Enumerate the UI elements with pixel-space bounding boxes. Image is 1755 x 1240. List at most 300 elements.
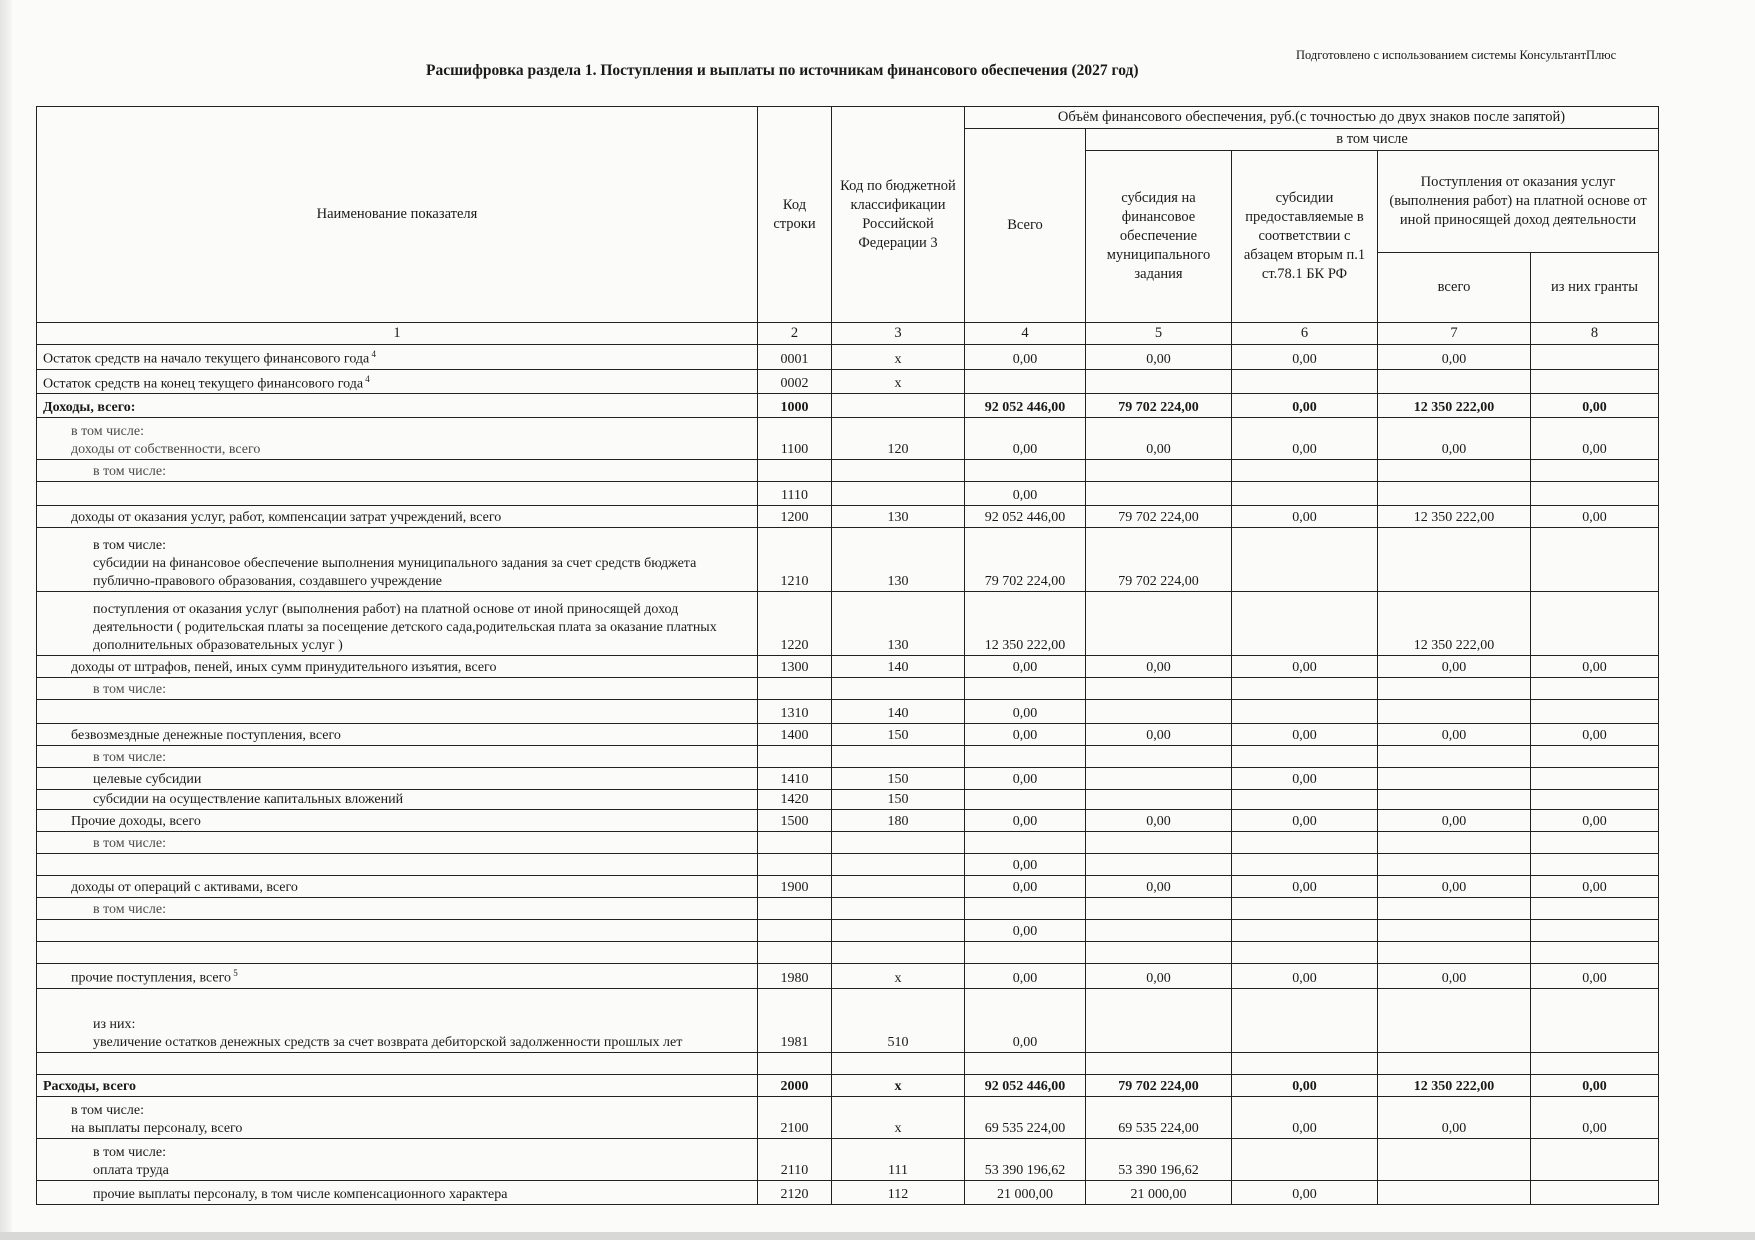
row-name	[37, 988, 758, 1052]
value-subsidy-municipal: 21 000,00	[1086, 1180, 1232, 1204]
value-subsidy-78-1	[1232, 528, 1378, 592]
value-paid-grants	[1531, 988, 1659, 1052]
value-paid-grants: 0,00	[1531, 656, 1659, 678]
value-subsidy-municipal	[1086, 988, 1232, 1052]
table-row	[37, 369, 1659, 394]
col-number: 4	[965, 323, 1086, 345]
row-name-line: на выплаты персоналу, всего	[71, 1120, 243, 1136]
value-subsidy-municipal	[1086, 854, 1232, 876]
value-paid-grants: 0,00	[1531, 876, 1659, 898]
row-name-line: субсидии на осуществление капитальных вложений	[93, 792, 404, 808]
row-name	[37, 898, 758, 920]
value-paid-grants	[1531, 345, 1659, 370]
header-volume-group: Объём финансового обеспечения, руб.(с точностью до двух знаков после запятой)	[965, 107, 1659, 129]
value-total: 69 535 224,00	[965, 1096, 1086, 1138]
header-including: в том числе	[1086, 129, 1659, 151]
value-paid-total	[1378, 1180, 1531, 1204]
table-body	[37, 345, 1659, 1205]
row-kbk	[832, 898, 965, 920]
value-paid-total	[1378, 920, 1531, 942]
value-paid-total: 0,00	[1378, 418, 1531, 460]
row-name	[37, 700, 758, 724]
value-subsidy-78-1	[1232, 854, 1378, 876]
row-name	[37, 1074, 758, 1096]
row-kbk: 150	[832, 768, 965, 790]
row-kbk	[832, 394, 965, 418]
header-code: Код строки	[758, 107, 832, 323]
table-row	[37, 592, 1659, 656]
row-name-line: оплата труда	[93, 1162, 169, 1178]
row-kbk: 150	[832, 790, 965, 810]
table-row	[37, 656, 1659, 678]
row-kbk	[832, 746, 965, 768]
value-subsidy-municipal	[1086, 369, 1232, 394]
value-total: 92 052 446,00	[965, 506, 1086, 528]
row-code: 1200	[758, 506, 832, 528]
value-paid-grants	[1531, 898, 1659, 920]
row-code: 2100	[758, 1096, 832, 1138]
value-paid-grants	[1531, 854, 1659, 876]
value-subsidy-78-1: 0,00	[1232, 810, 1378, 832]
row-name-line: субсидии на финансовое обеспечение выполнения муниципального задания за счет средств бюджета публично-правового образования, создавшего учреждение	[93, 556, 697, 590]
value-total	[965, 832, 1086, 854]
scan-edge	[0, 0, 12, 1240]
table-row	[37, 678, 1659, 700]
row-name-line: целевые субсидии	[93, 772, 202, 788]
row-name	[37, 345, 758, 370]
col-number: 3	[832, 323, 965, 345]
col-number: 7	[1378, 323, 1531, 345]
value-subsidy-municipal: 79 702 224,00	[1086, 528, 1232, 592]
row-name-line: в том числе:	[93, 836, 166, 852]
value-subsidy-78-1: 0,00	[1232, 656, 1378, 678]
value-total: 0,00	[965, 656, 1086, 678]
row-name-line: в том числе:	[93, 538, 166, 554]
value-subsidy-78-1	[1232, 482, 1378, 506]
table-row	[37, 832, 1659, 854]
value-paid-total: 12 350 222,00	[1378, 1074, 1531, 1096]
value-subsidy-municipal	[1086, 592, 1232, 656]
row-kbk	[832, 832, 965, 854]
value-paid-grants	[1531, 746, 1659, 768]
row-code: 1980	[758, 964, 832, 989]
row-code: 1300	[758, 656, 832, 678]
value-total: 0,00	[965, 854, 1086, 876]
value-subsidy-municipal: 0,00	[1086, 724, 1232, 746]
value-paid-total	[1378, 746, 1531, 768]
row-kbk: x	[832, 369, 965, 394]
row-code: 2000	[758, 1074, 832, 1096]
value-total: 0,00	[965, 810, 1086, 832]
row-code: 1420	[758, 790, 832, 810]
value-total: 0,00	[965, 920, 1086, 942]
value-total	[965, 898, 1086, 920]
value-paid-total	[1378, 482, 1531, 506]
row-code	[758, 746, 832, 768]
value-subsidy-78-1	[1232, 460, 1378, 482]
row-name	[37, 1138, 758, 1180]
row-name-line: прочие поступления, всего	[71, 970, 232, 986]
value-paid-grants	[1531, 592, 1659, 656]
value-paid-grants: 0,00	[1531, 506, 1659, 528]
header-budget-code: Код по бюджетной классификации Российской Федерации 3	[832, 107, 965, 323]
value-subsidy-78-1: 0,00	[1232, 1096, 1378, 1138]
row-name	[37, 920, 758, 942]
value-paid-grants	[1531, 920, 1659, 942]
value-subsidy-78-1: 0,00	[1232, 964, 1378, 989]
value-total	[965, 790, 1086, 810]
row-name	[37, 876, 758, 898]
table-row	[37, 898, 1659, 920]
row-name	[37, 768, 758, 790]
row-name-line: Остаток средств на конец текущего финансового года	[43, 376, 364, 392]
table-row	[37, 920, 1659, 942]
value-paid-total: 0,00	[1378, 1096, 1531, 1138]
value-paid-total	[1378, 678, 1531, 700]
value-subsidy-78-1	[1232, 678, 1378, 700]
value-subsidy-78-1	[1232, 920, 1378, 942]
value-subsidy-78-1	[1232, 790, 1378, 810]
value-subsidy-78-1: 0,00	[1232, 418, 1378, 460]
row-name-line: Расходы, всего	[43, 1078, 136, 1094]
value-paid-total	[1378, 768, 1531, 790]
table-row	[37, 876, 1659, 898]
value-total	[965, 942, 1086, 964]
value-subsidy-municipal: 0,00	[1086, 964, 1232, 989]
value-paid-total: 0,00	[1378, 810, 1531, 832]
value-paid-grants	[1531, 482, 1659, 506]
value-total: 0,00	[965, 418, 1086, 460]
value-paid-grants	[1531, 1180, 1659, 1204]
table-row	[37, 1052, 1659, 1074]
header-paid-services: Поступления от оказания услуг (выполнения работ) на платной основе от иной приносящей доход деятельности	[1378, 151, 1659, 253]
value-total: 53 390 196,62	[965, 1138, 1086, 1180]
value-subsidy-municipal: 53 390 196,62	[1086, 1138, 1232, 1180]
table-row	[37, 418, 1659, 460]
row-code	[758, 898, 832, 920]
row-name	[37, 656, 758, 678]
row-name	[37, 724, 758, 746]
col-number: 6	[1232, 323, 1378, 345]
row-name	[37, 854, 758, 876]
value-subsidy-municipal	[1086, 482, 1232, 506]
value-subsidy-municipal	[1086, 1052, 1232, 1074]
row-kbk	[832, 942, 965, 964]
row-name-line: безвозмездные денежные поступления, всего	[71, 728, 341, 744]
table-row	[37, 790, 1659, 810]
footnote-ref: 4	[369, 349, 377, 359]
row-kbk: x	[832, 1074, 965, 1096]
table-row	[37, 700, 1659, 724]
value-paid-total: 0,00	[1378, 724, 1531, 746]
value-paid-total: 12 350 222,00	[1378, 394, 1531, 418]
row-kbk: 180	[832, 810, 965, 832]
row-kbk: 111	[832, 1138, 965, 1180]
column-numbers-row	[37, 323, 1659, 345]
row-name	[37, 482, 758, 506]
value-paid-total	[1378, 790, 1531, 810]
row-name	[37, 942, 758, 964]
finance-table	[36, 106, 1659, 1205]
table-row	[37, 988, 1659, 1052]
row-name	[37, 418, 758, 460]
row-name-line: доходы от собственности, всего	[71, 442, 261, 458]
value-total	[965, 746, 1086, 768]
row-kbk	[832, 854, 965, 876]
value-subsidy-municipal	[1086, 460, 1232, 482]
value-total	[965, 1052, 1086, 1074]
row-kbk: 150	[832, 724, 965, 746]
value-subsidy-municipal	[1086, 920, 1232, 942]
header-paid-total: всего	[1378, 253, 1531, 323]
value-total: 92 052 446,00	[965, 394, 1086, 418]
header-paid-grants: из них гранты	[1531, 253, 1659, 323]
value-subsidy-78-1	[1232, 1138, 1378, 1180]
value-paid-grants	[1531, 460, 1659, 482]
row-code: 2110	[758, 1138, 832, 1180]
row-kbk: x	[832, 964, 965, 989]
value-paid-total: 0,00	[1378, 656, 1531, 678]
value-paid-grants: 0,00	[1531, 810, 1659, 832]
row-kbk	[832, 678, 965, 700]
row-name-line: в том числе:	[71, 424, 144, 440]
value-paid-total: 12 350 222,00	[1378, 592, 1531, 656]
row-code: 2120	[758, 1180, 832, 1204]
row-kbk	[832, 482, 965, 506]
value-subsidy-municipal	[1086, 746, 1232, 768]
value-paid-total	[1378, 528, 1531, 592]
row-name-line: в том числе:	[93, 682, 166, 698]
value-paid-grants	[1531, 369, 1659, 394]
value-subsidy-municipal: 79 702 224,00	[1086, 394, 1232, 418]
row-code: 1981	[758, 988, 832, 1052]
header-subsidy-municipal: субсидия на финансовое обеспечение муниципального задания	[1086, 151, 1232, 323]
table-row	[37, 746, 1659, 768]
row-name-line: Доходы, всего:	[43, 400, 136, 416]
row-name	[37, 1180, 758, 1204]
value-total	[965, 369, 1086, 394]
value-subsidy-78-1: 0,00	[1232, 1180, 1378, 1204]
value-total: 0,00	[965, 482, 1086, 506]
row-code: 0002	[758, 369, 832, 394]
row-kbk: 130	[832, 592, 965, 656]
value-subsidy-municipal	[1086, 678, 1232, 700]
value-subsidy-municipal	[1086, 898, 1232, 920]
value-subsidy-municipal	[1086, 832, 1232, 854]
table-row	[37, 1180, 1659, 1204]
table-row	[37, 768, 1659, 790]
value-paid-total	[1378, 854, 1531, 876]
value-paid-total	[1378, 1138, 1531, 1180]
row-kbk: x	[832, 1096, 965, 1138]
row-kbk: 130	[832, 528, 965, 592]
row-kbk: 120	[832, 418, 965, 460]
value-subsidy-78-1: 0,00	[1232, 394, 1378, 418]
row-code: 1400	[758, 724, 832, 746]
row-name-line: в том числе:	[93, 464, 166, 480]
table-row	[37, 964, 1659, 989]
row-name	[37, 746, 758, 768]
value-subsidy-municipal	[1086, 768, 1232, 790]
row-name	[37, 394, 758, 418]
row-kbk: 130	[832, 506, 965, 528]
value-subsidy-municipal: 0,00	[1086, 418, 1232, 460]
col-number: 8	[1531, 323, 1659, 345]
row-name	[37, 592, 758, 656]
value-subsidy-municipal	[1086, 700, 1232, 724]
value-subsidy-municipal: 0,00	[1086, 810, 1232, 832]
row-code: 1410	[758, 768, 832, 790]
row-name-line: в том числе:	[93, 750, 166, 766]
value-paid-grants: 0,00	[1531, 724, 1659, 746]
table-row	[37, 1096, 1659, 1138]
value-paid-total	[1378, 988, 1531, 1052]
value-total: 0,00	[965, 876, 1086, 898]
row-name	[37, 506, 758, 528]
row-code: 1110	[758, 482, 832, 506]
value-subsidy-municipal	[1086, 790, 1232, 810]
value-paid-total	[1378, 832, 1531, 854]
row-code	[758, 920, 832, 942]
table-row	[37, 394, 1659, 418]
row-name	[37, 369, 758, 394]
row-name-line: Прочие доходы, всего	[71, 814, 201, 830]
value-subsidy-78-1	[1232, 746, 1378, 768]
row-code: 1210	[758, 528, 832, 592]
value-paid-total	[1378, 460, 1531, 482]
table-row	[37, 1074, 1659, 1096]
value-subsidy-78-1	[1232, 898, 1378, 920]
footnote-ref: 4	[363, 373, 370, 384]
row-name	[37, 790, 758, 810]
value-total	[965, 460, 1086, 482]
row-name	[37, 460, 758, 482]
value-total: 0,00	[965, 345, 1086, 370]
value-total: 92 052 446,00	[965, 1074, 1086, 1096]
table-row	[37, 1138, 1659, 1180]
row-name	[37, 528, 758, 592]
row-name-line: увеличение остатков денежных средств за счет возврата дебиторской задолженности прошлых лет	[93, 1034, 683, 1050]
table-row	[37, 482, 1659, 506]
row-code: 1220	[758, 592, 832, 656]
value-total	[965, 678, 1086, 700]
value-subsidy-78-1	[1232, 988, 1378, 1052]
value-paid-grants: 0,00	[1531, 1074, 1659, 1096]
row-code: 0001	[758, 345, 832, 370]
row-kbk: 510	[832, 988, 965, 1052]
value-paid-grants	[1531, 1052, 1659, 1074]
row-name-line: из них:	[93, 1016, 136, 1032]
row-name-line: поступления от оказания услуг (выполнения работ) на платной основе от иной приносящей доход деятельности ( родительская платы за посещение детского сада,родительская плата за оказание платных дополнительных образовательных услуг )	[93, 602, 717, 654]
value-paid-grants	[1531, 528, 1659, 592]
row-code	[758, 460, 832, 482]
row-code: 1500	[758, 810, 832, 832]
table-row	[37, 724, 1659, 746]
row-code: 1000	[758, 394, 832, 418]
value-paid-grants: 0,00	[1531, 394, 1659, 418]
value-subsidy-municipal: 79 702 224,00	[1086, 506, 1232, 528]
table-row	[37, 942, 1659, 964]
value-subsidy-municipal: 0,00	[1086, 876, 1232, 898]
value-total: 79 702 224,00	[965, 528, 1086, 592]
col-number: 2	[758, 323, 832, 345]
value-total: 0,00	[965, 988, 1086, 1052]
value-paid-total	[1378, 1052, 1531, 1074]
value-paid-total: 12 350 222,00	[1378, 506, 1531, 528]
value-subsidy-78-1: 0,00	[1232, 1074, 1378, 1096]
prepared-note: Подготовлено с использованием системы КонсультантПлюс	[1296, 48, 1617, 62]
row-name-line: в том числе:	[93, 902, 166, 918]
row-name-line: доходы от оказания услуг, работ, компенсации затрат учреждений, всего	[71, 510, 502, 526]
value-subsidy-78-1	[1232, 1052, 1378, 1074]
value-subsidy-78-1: 0,00	[1232, 876, 1378, 898]
row-name	[37, 810, 758, 832]
value-paid-total: 0,00	[1378, 345, 1531, 370]
value-subsidy-municipal: 79 702 224,00	[1086, 1074, 1232, 1096]
value-paid-grants	[1531, 790, 1659, 810]
value-subsidy-78-1: 0,00	[1232, 345, 1378, 370]
value-paid-grants: 0,00	[1531, 1096, 1659, 1138]
value-total: 0,00	[965, 724, 1086, 746]
value-subsidy-78-1	[1232, 700, 1378, 724]
row-code: 1100	[758, 418, 832, 460]
col-number: 1	[37, 323, 758, 345]
value-paid-grants	[1531, 700, 1659, 724]
footnote-ref: 5	[231, 968, 238, 979]
table-row	[37, 506, 1659, 528]
row-kbk: 140	[832, 700, 965, 724]
value-paid-grants: 0,00	[1531, 418, 1659, 460]
row-name-line: в том числе:	[93, 1144, 166, 1160]
table-row	[37, 810, 1659, 832]
row-code: 1310	[758, 700, 832, 724]
value-subsidy-78-1: 0,00	[1232, 768, 1378, 790]
row-code: 1900	[758, 876, 832, 898]
value-paid-total	[1378, 942, 1531, 964]
col-number: 5	[1086, 323, 1232, 345]
value-subsidy-municipal: 69 535 224,00	[1086, 1096, 1232, 1138]
row-name-line: в том числе:	[71, 1102, 144, 1118]
table-row	[37, 528, 1659, 592]
table-row	[37, 460, 1659, 482]
row-code	[758, 1052, 832, 1074]
value-paid-grants	[1531, 942, 1659, 964]
value-subsidy-78-1	[1232, 592, 1378, 656]
value-subsidy-78-1	[1232, 942, 1378, 964]
value-total: 21 000,00	[965, 1180, 1086, 1204]
value-paid-grants	[1531, 832, 1659, 854]
row-kbk: x	[832, 345, 965, 370]
header-subsidy-78-1: субсидии предоставляемые в соответствии с абзацем вторым п.1 ст.78.1 БК РФ	[1232, 151, 1378, 323]
row-code	[758, 942, 832, 964]
row-kbk	[832, 1052, 965, 1074]
value-paid-grants: 0,00	[1531, 964, 1659, 989]
row-kbk: 140	[832, 656, 965, 678]
value-paid-grants	[1531, 768, 1659, 790]
row-kbk	[832, 460, 965, 482]
row-code	[758, 832, 832, 854]
header-total: Всего	[965, 129, 1086, 323]
row-kbk	[832, 876, 965, 898]
value-paid-total: 0,00	[1378, 964, 1531, 989]
value-subsidy-78-1	[1232, 369, 1378, 394]
row-name-line: доходы от операций с активами, всего	[71, 880, 298, 896]
row-code	[758, 854, 832, 876]
row-name-line: доходы от штрафов, пеней, иных сумм принудительного изъятия, всего	[71, 660, 497, 676]
table-row	[37, 345, 1659, 370]
value-subsidy-78-1	[1232, 832, 1378, 854]
value-total: 0,00	[965, 964, 1086, 989]
